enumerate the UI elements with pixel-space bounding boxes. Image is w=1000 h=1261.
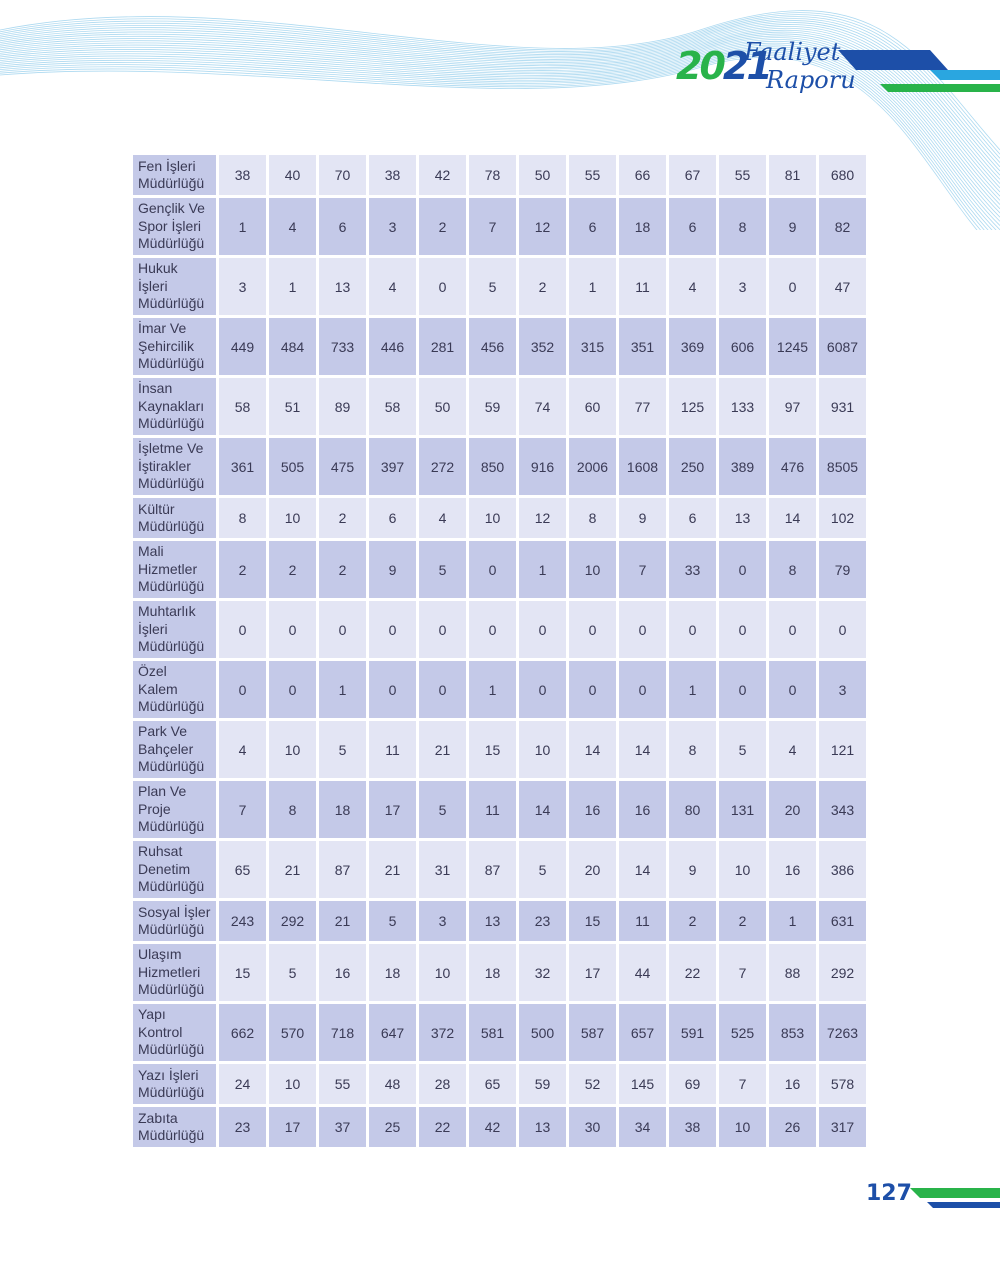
value-cell: 42 bbox=[469, 1107, 516, 1147]
value-cell: 26 bbox=[769, 1107, 816, 1147]
value-cell: 5 bbox=[519, 841, 566, 898]
value-cell: 33 bbox=[669, 541, 716, 598]
value-cell: 0 bbox=[419, 601, 466, 658]
value-cell: 6 bbox=[369, 498, 416, 538]
total-cell: 317 bbox=[819, 1107, 866, 1147]
value-cell: 5 bbox=[469, 258, 516, 315]
value-cell: 12 bbox=[519, 498, 566, 538]
value-cell: 0 bbox=[769, 601, 816, 658]
table-row bbox=[133, 155, 866, 195]
department-name-cell: Muhtarlık İşleri Müdürlüğü bbox=[133, 601, 216, 658]
value-cell: 0 bbox=[569, 661, 616, 718]
value-cell: 2 bbox=[269, 541, 316, 598]
value-cell: 74 bbox=[519, 378, 566, 435]
value-cell: 78 bbox=[469, 155, 516, 195]
value-cell: 2 bbox=[719, 901, 766, 941]
value-cell: 17 bbox=[369, 781, 416, 838]
value-cell: 9 bbox=[669, 841, 716, 898]
value-cell: 40 bbox=[269, 155, 316, 195]
value-cell: 60 bbox=[569, 378, 616, 435]
value-cell: 8 bbox=[569, 498, 616, 538]
value-cell: 13 bbox=[719, 498, 766, 538]
total-cell: 631 bbox=[819, 901, 866, 941]
value-cell: 81 bbox=[769, 155, 816, 195]
value-cell: 66 bbox=[619, 155, 666, 195]
value-cell: 662 bbox=[219, 1004, 266, 1061]
value-cell: 1 bbox=[569, 258, 616, 315]
table-row bbox=[133, 1064, 866, 1104]
value-cell: 58 bbox=[369, 378, 416, 435]
value-cell: 570 bbox=[269, 1004, 316, 1061]
value-cell: 8 bbox=[269, 781, 316, 838]
total-cell: 386 bbox=[819, 841, 866, 898]
value-cell: 3 bbox=[369, 198, 416, 255]
department-name-cell: İnsan Kaynakları Müdürlüğü bbox=[133, 378, 216, 435]
value-cell: 718 bbox=[319, 1004, 366, 1061]
value-cell: 88 bbox=[769, 944, 816, 1001]
value-cell: 18 bbox=[469, 944, 516, 1001]
value-cell: 476 bbox=[769, 438, 816, 495]
value-cell: 44 bbox=[619, 944, 666, 1001]
value-cell: 351 bbox=[619, 318, 666, 375]
value-cell: 18 bbox=[319, 781, 366, 838]
value-cell: 4 bbox=[219, 721, 266, 778]
value-cell: 0 bbox=[619, 601, 666, 658]
value-cell: 0 bbox=[319, 601, 366, 658]
value-cell: 0 bbox=[769, 661, 816, 718]
value-cell: 0 bbox=[719, 661, 766, 718]
value-cell: 24 bbox=[219, 1064, 266, 1104]
value-cell: 13 bbox=[469, 901, 516, 941]
value-cell: 657 bbox=[619, 1004, 666, 1061]
value-cell: 65 bbox=[469, 1064, 516, 1104]
value-cell: 456 bbox=[469, 318, 516, 375]
value-cell: 20 bbox=[769, 781, 816, 838]
value-cell: 7 bbox=[619, 541, 666, 598]
report-logo bbox=[672, 36, 856, 108]
value-cell: 21 bbox=[269, 841, 316, 898]
value-cell: 9 bbox=[769, 198, 816, 255]
value-cell: 80 bbox=[669, 781, 716, 838]
table-row bbox=[133, 1004, 866, 1061]
value-cell: 1 bbox=[269, 258, 316, 315]
value-cell: 7 bbox=[219, 781, 266, 838]
value-cell: 8 bbox=[669, 721, 716, 778]
department-name-cell: Yazı İşleri Müdürlüğü bbox=[133, 1064, 216, 1104]
table-row bbox=[133, 378, 866, 435]
value-cell: 446 bbox=[369, 318, 416, 375]
value-cell: 7 bbox=[719, 1064, 766, 1104]
value-cell: 131 bbox=[719, 781, 766, 838]
department-name-cell: Ulaşım Hizmetleri Müdürlüğü bbox=[133, 944, 216, 1001]
page-number: 127 bbox=[866, 1181, 912, 1206]
value-cell: 32 bbox=[519, 944, 566, 1001]
value-cell: 28 bbox=[419, 1064, 466, 1104]
value-cell: 4 bbox=[769, 721, 816, 778]
value-cell: 16 bbox=[319, 944, 366, 1001]
value-cell: 58 bbox=[219, 378, 266, 435]
value-cell: 77 bbox=[619, 378, 666, 435]
value-cell: 2 bbox=[519, 258, 566, 315]
value-cell: 15 bbox=[219, 944, 266, 1001]
department-name-cell: Ruhsat Denetim Müdürlüğü bbox=[133, 841, 216, 898]
table-body bbox=[133, 155, 866, 1147]
value-cell: 505 bbox=[269, 438, 316, 495]
value-cell: 38 bbox=[369, 155, 416, 195]
table-row bbox=[133, 498, 866, 538]
value-cell: 13 bbox=[319, 258, 366, 315]
value-cell: 89 bbox=[319, 378, 366, 435]
total-cell: 578 bbox=[819, 1064, 866, 1104]
value-cell: 3 bbox=[419, 901, 466, 941]
value-cell: 25 bbox=[369, 1107, 416, 1147]
value-cell: 352 bbox=[519, 318, 566, 375]
department-data-table bbox=[130, 152, 869, 1150]
value-cell: 42 bbox=[419, 155, 466, 195]
value-cell: 5 bbox=[419, 541, 466, 598]
logo-script-line-1: Faaliyet bbox=[744, 38, 841, 66]
value-cell: 369 bbox=[669, 318, 716, 375]
value-cell: 14 bbox=[569, 721, 616, 778]
value-cell: 34 bbox=[619, 1107, 666, 1147]
value-cell: 2006 bbox=[569, 438, 616, 495]
value-cell: 4 bbox=[269, 198, 316, 255]
value-cell: 65 bbox=[219, 841, 266, 898]
value-cell: 8 bbox=[719, 198, 766, 255]
logo-year-a: 20 bbox=[676, 44, 723, 88]
value-cell: 361 bbox=[219, 438, 266, 495]
value-cell: 8 bbox=[769, 541, 816, 598]
value-cell: 1 bbox=[519, 541, 566, 598]
value-cell: 3 bbox=[219, 258, 266, 315]
value-cell: 10 bbox=[269, 498, 316, 538]
value-cell: 10 bbox=[519, 721, 566, 778]
value-cell: 0 bbox=[369, 601, 416, 658]
department-name-cell: Hukuk İşleri Müdürlüğü bbox=[133, 258, 216, 315]
value-cell: 14 bbox=[619, 721, 666, 778]
value-cell: 7 bbox=[469, 198, 516, 255]
value-cell: 23 bbox=[519, 901, 566, 941]
value-cell: 20 bbox=[569, 841, 616, 898]
value-cell: 11 bbox=[469, 781, 516, 838]
value-cell: 0 bbox=[619, 661, 666, 718]
value-cell: 5 bbox=[719, 721, 766, 778]
department-name-cell: Özel Kalem Müdürlüğü bbox=[133, 661, 216, 718]
value-cell: 1 bbox=[669, 661, 716, 718]
value-cell: 11 bbox=[369, 721, 416, 778]
value-cell: 733 bbox=[319, 318, 366, 375]
value-cell: 0 bbox=[419, 258, 466, 315]
value-cell: 10 bbox=[469, 498, 516, 538]
total-cell: 8505 bbox=[819, 438, 866, 495]
total-cell: 343 bbox=[819, 781, 866, 838]
department-name-cell: Fen İşleri Müdürlüğü bbox=[133, 155, 216, 195]
value-cell: 581 bbox=[469, 1004, 516, 1061]
value-cell: 5 bbox=[319, 721, 366, 778]
value-cell: 51 bbox=[269, 378, 316, 435]
value-cell: 1 bbox=[469, 661, 516, 718]
value-cell: 21 bbox=[319, 901, 366, 941]
value-cell: 6 bbox=[319, 198, 366, 255]
value-cell: 1608 bbox=[619, 438, 666, 495]
value-cell: 0 bbox=[669, 601, 716, 658]
value-cell: 3 bbox=[719, 258, 766, 315]
value-cell: 55 bbox=[569, 155, 616, 195]
value-cell: 52 bbox=[569, 1064, 616, 1104]
total-cell: 0 bbox=[819, 601, 866, 658]
value-cell: 0 bbox=[469, 601, 516, 658]
value-cell: 1 bbox=[219, 198, 266, 255]
department-name-cell: Plan Ve Proje Müdürlüğü bbox=[133, 781, 216, 838]
value-cell: 292 bbox=[269, 901, 316, 941]
value-cell: 0 bbox=[269, 661, 316, 718]
value-cell: 853 bbox=[769, 1004, 816, 1061]
value-cell: 0 bbox=[369, 661, 416, 718]
value-cell: 16 bbox=[769, 1064, 816, 1104]
value-cell: 475 bbox=[319, 438, 366, 495]
value-cell: 1 bbox=[319, 661, 366, 718]
table-row bbox=[133, 901, 866, 941]
value-cell: 10 bbox=[269, 1064, 316, 1104]
value-cell: 38 bbox=[669, 1107, 716, 1147]
value-cell: 0 bbox=[219, 661, 266, 718]
value-cell: 2 bbox=[319, 541, 366, 598]
value-cell: 69 bbox=[669, 1064, 716, 1104]
value-cell: 14 bbox=[619, 841, 666, 898]
value-cell: 8 bbox=[219, 498, 266, 538]
value-cell: 59 bbox=[469, 378, 516, 435]
value-cell: 500 bbox=[519, 1004, 566, 1061]
value-cell: 9 bbox=[619, 498, 666, 538]
value-cell: 525 bbox=[719, 1004, 766, 1061]
value-cell: 38 bbox=[219, 155, 266, 195]
value-cell: 16 bbox=[619, 781, 666, 838]
value-cell: 133 bbox=[719, 378, 766, 435]
value-cell: 37 bbox=[319, 1107, 366, 1147]
value-cell: 10 bbox=[719, 841, 766, 898]
table-row bbox=[133, 944, 866, 1001]
total-cell: 79 bbox=[819, 541, 866, 598]
department-name-cell: Kültür Müdürlüğü bbox=[133, 498, 216, 538]
value-cell: 15 bbox=[569, 901, 616, 941]
value-cell: 87 bbox=[319, 841, 366, 898]
logo-script-line-2: Raporu bbox=[766, 66, 856, 94]
value-cell: 23 bbox=[219, 1107, 266, 1147]
logo-year-b: 21 bbox=[722, 44, 770, 88]
total-cell: 931 bbox=[819, 378, 866, 435]
value-cell: 0 bbox=[569, 601, 616, 658]
value-cell: 7 bbox=[719, 944, 766, 1001]
department-name-cell: Yapı Kontrol Müdürlüğü bbox=[133, 1004, 216, 1061]
value-cell: 6 bbox=[569, 198, 616, 255]
value-cell: 315 bbox=[569, 318, 616, 375]
table-row bbox=[133, 541, 866, 598]
department-name-cell: Mali Hizmetler Müdürlüğü bbox=[133, 541, 216, 598]
total-cell: 47 bbox=[819, 258, 866, 315]
value-cell: 0 bbox=[419, 661, 466, 718]
value-cell: 2 bbox=[319, 498, 366, 538]
department-name-cell: Park Ve Bahçeler Müdürlüğü bbox=[133, 721, 216, 778]
value-cell: 281 bbox=[419, 318, 466, 375]
value-cell: 16 bbox=[769, 841, 816, 898]
department-name-cell: Gençlik Ve Spor İşleri Müdürlüğü bbox=[133, 198, 216, 255]
value-cell: 850 bbox=[469, 438, 516, 495]
value-cell: 591 bbox=[669, 1004, 716, 1061]
value-cell: 31 bbox=[419, 841, 466, 898]
table-row bbox=[133, 198, 866, 255]
total-cell: 7263 bbox=[819, 1004, 866, 1061]
value-cell: 0 bbox=[719, 601, 766, 658]
table-row bbox=[133, 1107, 866, 1147]
table-row bbox=[133, 318, 866, 375]
value-cell: 2 bbox=[669, 901, 716, 941]
value-cell: 484 bbox=[269, 318, 316, 375]
department-name-cell: İmar Ve Şehircilik Müdürlüğü bbox=[133, 318, 216, 375]
value-cell: 14 bbox=[519, 781, 566, 838]
value-cell: 243 bbox=[219, 901, 266, 941]
value-cell: 0 bbox=[519, 661, 566, 718]
value-cell: 21 bbox=[419, 721, 466, 778]
value-cell: 11 bbox=[619, 258, 666, 315]
value-cell: 6 bbox=[669, 498, 716, 538]
value-cell: 647 bbox=[369, 1004, 416, 1061]
value-cell: 22 bbox=[669, 944, 716, 1001]
table-row bbox=[133, 841, 866, 898]
value-cell: 48 bbox=[369, 1064, 416, 1104]
total-cell: 292 bbox=[819, 944, 866, 1001]
value-cell: 372 bbox=[419, 1004, 466, 1061]
value-cell: 0 bbox=[519, 601, 566, 658]
total-cell: 82 bbox=[819, 198, 866, 255]
total-cell: 121 bbox=[819, 721, 866, 778]
table-row bbox=[133, 258, 866, 315]
footer-stripes-decoration bbox=[905, 1184, 1000, 1214]
value-cell: 2 bbox=[219, 541, 266, 598]
value-cell: 0 bbox=[719, 541, 766, 598]
total-cell: 6087 bbox=[819, 318, 866, 375]
value-cell: 70 bbox=[319, 155, 366, 195]
table-row bbox=[133, 661, 866, 718]
table-row bbox=[133, 438, 866, 495]
department-name-cell: Zabıta Müdürlüğü bbox=[133, 1107, 216, 1147]
value-cell: 5 bbox=[369, 901, 416, 941]
value-cell: 10 bbox=[719, 1107, 766, 1147]
value-cell: 916 bbox=[519, 438, 566, 495]
value-cell: 22 bbox=[419, 1107, 466, 1147]
value-cell: 18 bbox=[619, 198, 666, 255]
table-row bbox=[133, 781, 866, 838]
value-cell: 55 bbox=[719, 155, 766, 195]
total-cell: 102 bbox=[819, 498, 866, 538]
value-cell: 4 bbox=[369, 258, 416, 315]
value-cell: 606 bbox=[719, 318, 766, 375]
value-cell: 250 bbox=[669, 438, 716, 495]
value-cell: 10 bbox=[569, 541, 616, 598]
value-cell: 12 bbox=[519, 198, 566, 255]
value-cell: 97 bbox=[769, 378, 816, 435]
table-row bbox=[133, 601, 866, 658]
total-cell: 680 bbox=[819, 155, 866, 195]
value-cell: 397 bbox=[369, 438, 416, 495]
value-cell: 0 bbox=[769, 258, 816, 315]
value-cell: 11 bbox=[619, 901, 666, 941]
department-name-cell: Sosyal İşler Müdürlüğü bbox=[133, 901, 216, 941]
value-cell: 1245 bbox=[769, 318, 816, 375]
value-cell: 17 bbox=[569, 944, 616, 1001]
value-cell: 9 bbox=[369, 541, 416, 598]
value-cell: 10 bbox=[419, 944, 466, 1001]
value-cell: 5 bbox=[419, 781, 466, 838]
value-cell: 50 bbox=[519, 155, 566, 195]
value-cell: 21 bbox=[369, 841, 416, 898]
value-cell: 4 bbox=[669, 258, 716, 315]
value-cell: 125 bbox=[669, 378, 716, 435]
value-cell: 17 bbox=[269, 1107, 316, 1147]
value-cell: 55 bbox=[319, 1064, 366, 1104]
table-row bbox=[133, 721, 866, 778]
value-cell: 59 bbox=[519, 1064, 566, 1104]
value-cell: 2 bbox=[419, 198, 466, 255]
value-cell: 272 bbox=[419, 438, 466, 495]
value-cell: 587 bbox=[569, 1004, 616, 1061]
value-cell: 50 bbox=[419, 378, 466, 435]
value-cell: 87 bbox=[469, 841, 516, 898]
total-cell: 3 bbox=[819, 661, 866, 718]
value-cell: 18 bbox=[369, 944, 416, 1001]
value-cell: 145 bbox=[619, 1064, 666, 1104]
department-name-cell: İşletme Ve İştirakler Müdürlüğü bbox=[133, 438, 216, 495]
value-cell: 449 bbox=[219, 318, 266, 375]
value-cell: 67 bbox=[669, 155, 716, 195]
value-cell: 10 bbox=[269, 721, 316, 778]
value-cell: 30 bbox=[569, 1107, 616, 1147]
value-cell: 16 bbox=[569, 781, 616, 838]
value-cell: 15 bbox=[469, 721, 516, 778]
value-cell: 1 bbox=[769, 901, 816, 941]
value-cell: 389 bbox=[719, 438, 766, 495]
value-cell: 13 bbox=[519, 1107, 566, 1147]
value-cell: 0 bbox=[269, 601, 316, 658]
value-cell: 0 bbox=[469, 541, 516, 598]
value-cell: 4 bbox=[419, 498, 466, 538]
value-cell: 5 bbox=[269, 944, 316, 1001]
value-cell: 14 bbox=[769, 498, 816, 538]
value-cell: 0 bbox=[219, 601, 266, 658]
value-cell: 6 bbox=[669, 198, 716, 255]
